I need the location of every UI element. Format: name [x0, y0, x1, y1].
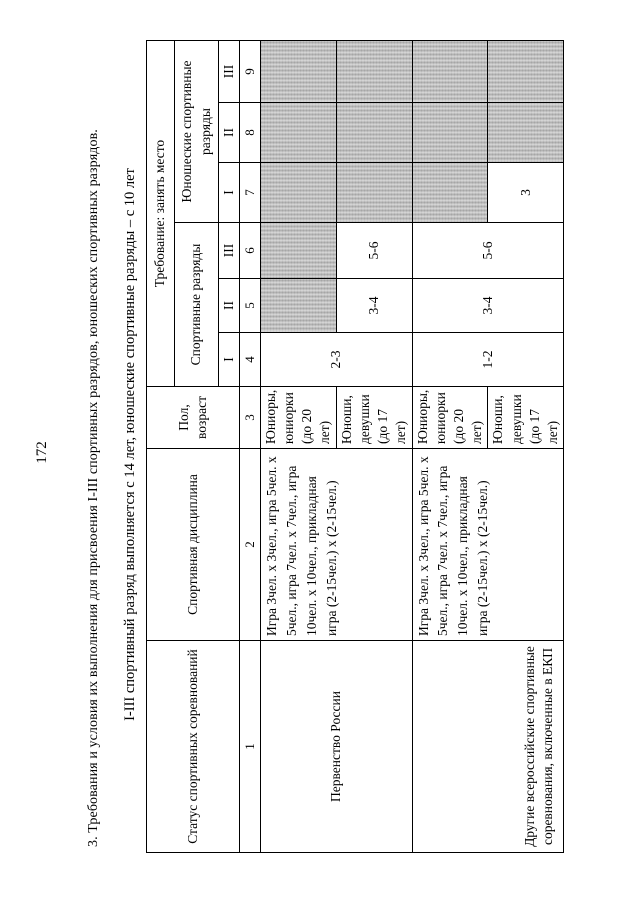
table-row: [260, 41, 336, 853]
cell-shaded: [336, 103, 412, 163]
cell-shaded: [336, 163, 412, 223]
header-rank-i: I: [219, 333, 240, 387]
cell-sport-ii: 3-4: [412, 279, 564, 333]
cell-youth-i: 3: [488, 163, 564, 223]
cell-shaded: [260, 279, 336, 333]
cell-shaded: [260, 163, 336, 223]
cell-shaded: [260, 223, 336, 279]
table-subheading: I-III спортивный разряд выполняется с 14 лет, юношеские спортивные разряды – с 10 лет: [122, 168, 138, 721]
header-sport-ranks: Спортивные разряды: [175, 223, 219, 387]
column-number: 4: [240, 333, 261, 387]
row-gender-age: Юноши, девушки (до 17 лет): [336, 387, 412, 449]
row-discipline: Игра 3чел. х 3чел., игра 5чел. х 5чел., игра 7чел. х 7чел., игра 10чел. х 10чел., прикладная игра (2-15чел.) х (2-15чел.): [260, 449, 412, 641]
header-rank-ii: II: [219, 279, 240, 333]
page-number: 172: [34, 441, 50, 464]
column-number: 8: [240, 103, 261, 163]
header-youth-ii: II: [219, 103, 240, 163]
cell-shaded: [336, 41, 412, 103]
requirements-table: [146, 40, 564, 853]
header-gender-age: Пол, возраст: [147, 387, 240, 449]
column-number: 5: [240, 279, 261, 333]
cell-sport-iii: 5-6: [336, 223, 412, 279]
header-discipline: Спортивная дисциплина: [147, 449, 240, 641]
row-gender-age: Юниоры, юниорки (до 20 лет): [412, 387, 488, 449]
header-rank-iii: III: [219, 223, 240, 279]
header-youth-ranks: Юношеские спортивные разряды: [175, 41, 219, 223]
cell-shaded: [488, 103, 564, 163]
cell-shaded: [412, 103, 488, 163]
row-gender-age: Юниоры, юниорки (до 20 лет): [260, 387, 336, 449]
header-youth-iii: III: [219, 41, 240, 103]
row-status: Другие всероссийские спортивные соревнования, включенные в ЕКП: [412, 641, 564, 853]
section-heading: 3. Требования и условия их выполнения для присвоения I-III спортивных разрядов, юношеских спортивных разрядов.: [86, 129, 101, 847]
cell-shaded: [412, 41, 488, 103]
table-row: [412, 41, 488, 853]
column-number: 1: [240, 641, 261, 853]
column-number: 9: [240, 41, 261, 103]
row-status: Первенство России: [260, 641, 412, 853]
cell-sport-iii: 5-6: [412, 223, 564, 279]
column-number: 2: [240, 449, 261, 641]
column-number: 3: [240, 387, 261, 449]
row-discipline: Игра 3чел. х 3чел., игра 5чел. х 5чел., игра 7чел. х 7чел., игра 10чел. х 10чел., прикладная игра (2-15чел.) х (2-15чел.): [412, 449, 564, 641]
cell-sport-i: 2-3: [260, 333, 412, 387]
column-number: 6: [240, 223, 261, 279]
header-status: Статус спортивных соревнований: [147, 641, 240, 853]
cell-shaded: [488, 41, 564, 103]
header-youth-i: I: [219, 163, 240, 223]
column-number: 7: [240, 163, 261, 223]
cell-sport-i: 1-2: [412, 333, 564, 387]
header-requirement: Требование: занять место: [147, 41, 175, 387]
cell-shaded: [260, 103, 336, 163]
cell-sport-ii: 3-4: [336, 279, 412, 333]
row-gender-age: Юноши, девушки (до 17 лет): [488, 387, 564, 449]
cell-shaded: [260, 41, 336, 103]
cell-shaded: [412, 163, 488, 223]
